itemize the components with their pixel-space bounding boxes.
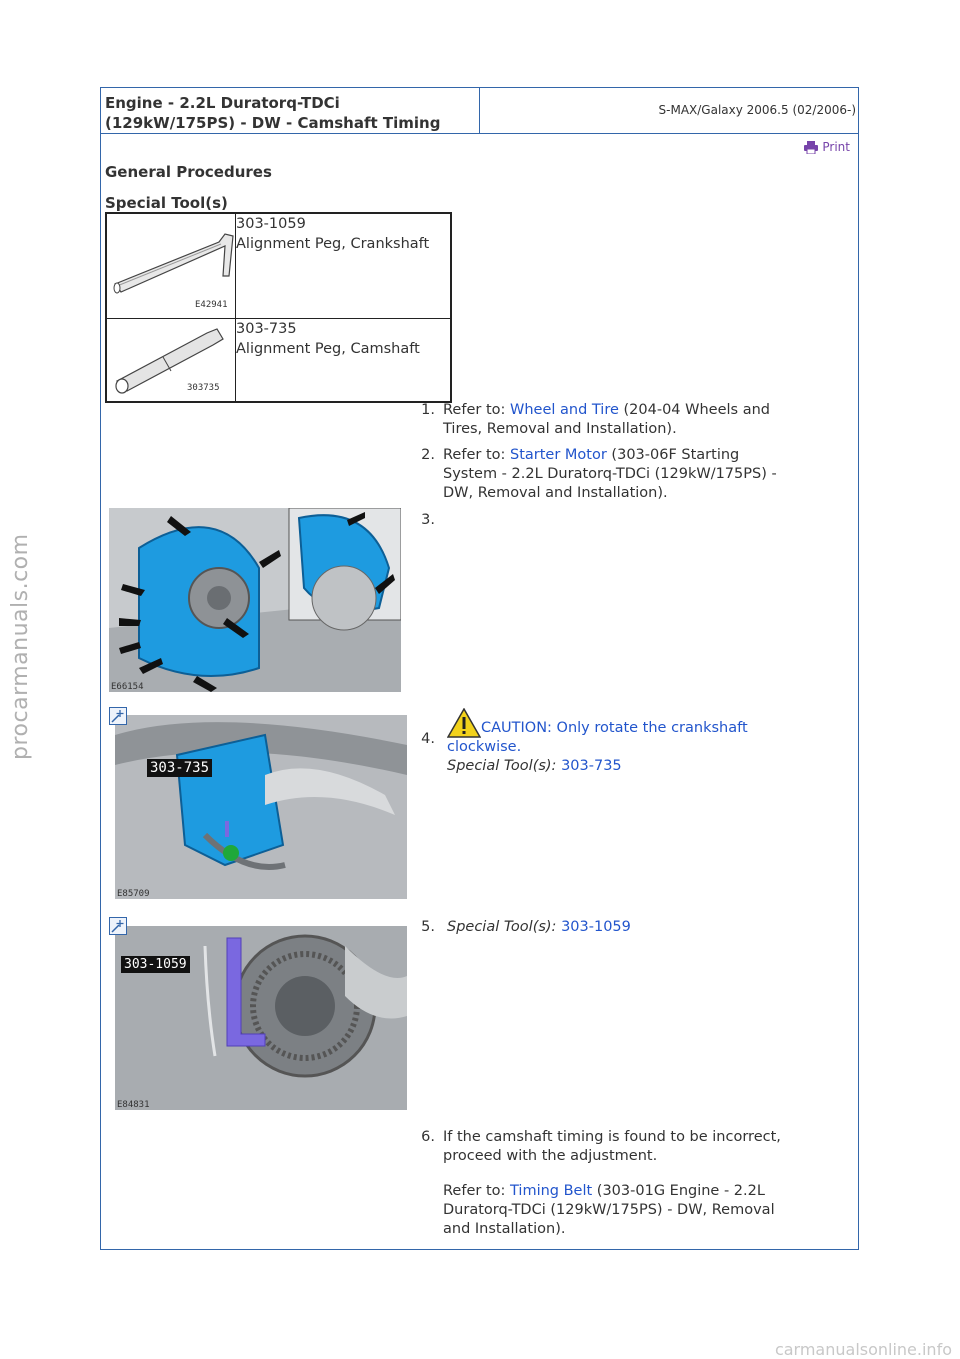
step-text-fragment: System - 2.2L Duratorq-TDCi (129kW/175PS) - — [443, 466, 777, 482]
header-divider — [479, 88, 480, 133]
figure-code: E42941 — [195, 300, 228, 310]
step-text-fragment: (303-06F Starting — [606, 447, 740, 463]
step-4-photo — [115, 715, 407, 899]
refer-to-label: Refer to: — [443, 402, 510, 418]
link-tool-303-1059[interactable]: 303-1059 — [561, 919, 631, 935]
figure-code: E66154 — [111, 682, 144, 692]
document-frame — [100, 87, 859, 1250]
link-starter-motor[interactable]: Starter Motor — [510, 447, 607, 463]
title-line-1: Engine - 2.2L Duratorq-TDCi — [105, 94, 340, 112]
step-text — [443, 446, 777, 503]
step-number: 3. — [421, 512, 435, 528]
bottom-watermark: carmanualsonline.info — [774, 1340, 952, 1359]
page-title — [105, 93, 477, 133]
special-tools-title: Special Tool(s) — [105, 194, 228, 212]
step-text-fragment: Duratorq-TDCi (129kW/175PS) - DW, Removal — [443, 1202, 775, 1218]
step-text-fragment: Tires, Removal and Installation). — [443, 421, 677, 437]
table-row — [106, 213, 451, 319]
step-4 — [413, 708, 853, 788]
special-tools-label: Special Tool(s): — [447, 919, 562, 935]
refer-to-label: Refer to: — [443, 1183, 510, 1199]
step-text-fragment: (303-01G Engine - 2.2L — [592, 1183, 765, 1199]
tool-number: 303-735 — [236, 321, 297, 337]
step-2 — [413, 446, 853, 506]
step-number: 6. — [421, 1129, 435, 1145]
table-row — [106, 319, 451, 403]
step-number: 5. — [421, 919, 435, 935]
figure-code: 303735 — [187, 383, 220, 393]
step-text-fragment: proceed with the adjustment. — [443, 1148, 658, 1164]
step-text-fragment: (204-04 Wheels and — [618, 402, 770, 418]
special-tools-label: Special Tool(s): — [447, 758, 562, 774]
caution-text: clockwise. — [447, 739, 522, 755]
step-3-photo — [109, 508, 401, 692]
tool-description — [236, 319, 452, 403]
tool-name: Alignment Peg, Crankshaft — [236, 236, 430, 252]
tool-name: Alignment Peg, Camshaft — [236, 341, 420, 357]
step-5 — [413, 918, 853, 940]
link-timing-belt[interactable]: Timing Belt — [510, 1183, 593, 1199]
step-text — [443, 1128, 781, 1239]
zoom-in-icon[interactable] — [109, 917, 127, 935]
step-1 — [413, 401, 853, 441]
tool-image-crankshaft-peg — [106, 213, 236, 319]
step-text — [447, 918, 631, 937]
step-number: 1. — [421, 402, 435, 418]
document-header — [101, 88, 858, 134]
step-5-photo — [115, 926, 407, 1110]
step-number: 2. — [421, 447, 435, 463]
link-tool-303-735[interactable]: 303-735 — [561, 758, 622, 774]
step-number: 4. — [421, 731, 435, 747]
figure-code: E85709 — [117, 889, 150, 899]
step-text-fragment: and Installation). — [443, 1221, 566, 1237]
refer-to-label: Refer to: — [443, 447, 510, 463]
tool-callout-label: 303-1059 — [121, 956, 190, 973]
step-text — [443, 401, 770, 439]
print-label: Print — [822, 140, 850, 154]
vehicle-model: S-MAX/Galaxy 2006.5 (02/2006-) — [658, 103, 856, 117]
tool-image-camshaft-peg — [106, 319, 236, 403]
tool-callout-label: 303-735 — [147, 759, 212, 777]
tool-description — [236, 213, 452, 319]
crankshaft-peg-illustration — [107, 214, 235, 314]
section-title: General Procedures — [105, 163, 272, 181]
step-text-fragment: If the camshaft timing is found to be incorrect, — [443, 1129, 781, 1145]
title-line-2: (129kW/175PS) - DW - Camshaft Timing — [105, 114, 441, 132]
step-6 — [413, 1128, 853, 1244]
printer-icon — [804, 141, 818, 154]
print-button[interactable] — [804, 140, 850, 154]
caution-text: CAUTION: Only rotate the crankshaft — [481, 720, 748, 736]
zoom-in-icon[interactable] — [109, 707, 127, 725]
step-text-fragment: DW, Removal and Installation). — [443, 485, 668, 501]
step-text — [447, 708, 748, 776]
figure-code: E84831 — [117, 1100, 150, 1110]
side-watermark: procarmanuals.com — [8, 533, 33, 760]
step-3 — [413, 511, 513, 531]
special-tools-table — [105, 212, 452, 403]
tool-number: 303-1059 — [236, 216, 306, 232]
warning-icon — [447, 708, 481, 738]
link-wheel-and-tire[interactable]: Wheel and Tire — [510, 402, 619, 418]
